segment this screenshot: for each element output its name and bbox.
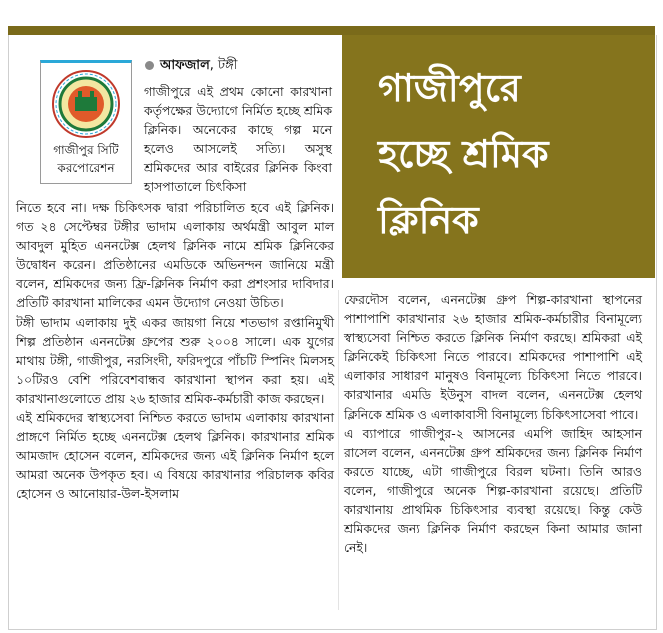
column-divider <box>338 290 339 610</box>
author-name: আফজাল <box>160 58 210 73</box>
logo-caption <box>43 141 129 177</box>
left-column <box>16 198 334 504</box>
headline-box <box>342 35 655 278</box>
gazipur-city-corporation-seal-icon <box>51 69 121 139</box>
paragraph: নিতে হবে না। দক্ষ চিকিৎসক দ্বারা পরিচালিত হবে এই ক্লিনিক। গত ২৪ সেপ্টেম্বর টঙ্গীর ভাদাম এলাকায় অর্থমন্ত্রী আবুল মাল আবদুল মুহিত এননটেক্স হেলথ ক্লিনিক নামে শ্রমিক ক্লিনিকের উদ্বোধন করেন। প্রতিষ্ঠানের এমডিকে অভিনন্দন জানিয়ে মন্ত্রী বলেন, শ্রমিকদের জন্য ফ্রি-ক্লিনিক নির্মাণ করা প্রশংসার দাবিদার। প্রতিটি কারখানা মালিকের এমন উদ্যোগ নেওয়া উচিত। <box>16 200 334 311</box>
paragraph: টঙ্গী ভাদাম এলাকায় দুই একর জায়গা নিয়ে শতভাগ রপ্তানিমুখী শিল্প প্রতিষ্ঠান এননটেক্স গ্রুপের শুরু ২০০৪ সালে। এক যুগের মাথায় টঙ্গী, গাজীপুর, নরসিংদী, ফরিদপুরে পাঁচটি স্পিনিং মিলসহ ১০টিরও বেশি পরিবেশবান্ধব কারখানা স্থাপন করা হয়। এই কারখানাগুলোতে প্রায় ২৬ হাজার শ্রমিক-কর্মচারী কাজ করছেন। <box>16 314 334 406</box>
top-accent-bar <box>8 26 655 35</box>
headline-line3: ক্লিনিক <box>378 198 479 242</box>
headline-line2: হচ্ছে শ্রমিক <box>378 132 549 176</box>
byline <box>145 56 237 77</box>
headline <box>378 55 638 253</box>
article-intro: গাজীপুরে এই প্রথম কোনো কারখানা কর্তৃপক্ষের উদ্যোগে নির্মিত হচ্ছে শ্রমিক ক্লিনিক। অনেকের কাছে গল্প মনে হলেও আসলেই সত্যি। অসুস্থ শ্রমিকদের আর বাইরের ক্লিনিক কিংবা হাসপাতালে চিৎকিসা <box>144 84 332 195</box>
right-column <box>344 290 642 557</box>
logo-caption-line2: করপোরেশন <box>57 161 115 175</box>
city-corporation-logo-box <box>40 60 132 184</box>
paragraph: ফেরদৌস বলেন, এননটেক্স গ্রুপ শিল্প-কারখানা স্থাপনের পাশাপাশি কারখানার ২৬ হাজার শ্রমিক-কর্মচারীর বিনামূল্যে স্বাস্থ্যসেবা নিশ্চিত করতে ক্লিনিক নির্মাণ করছে। শ্রমিকরা এই ক্লিনিকেই চিকিৎসা নিতে পারবে। শ্রমিকদের পাশাপাশি এই এলাকার সাধারণ মানুষও বিনামূল্যে চিকিৎসা নিতে পারবে। কারখানার এমডি ইউনুস বাদল বলেন, এননটেক্স হেলথ ক্লিনিকে শ্রমিক ও এলাকাবাসী বিনামূল্যে চিকিৎসাসেবা পাবে। <box>344 292 642 422</box>
bullet-icon <box>145 61 154 70</box>
headline-line1: গাজীপুরে <box>378 66 521 110</box>
paragraph: এই শ্রমিকদের স্বাস্থ্যসেবা নিশ্চিত করতে ভাদাম এলাকায় কারখানা প্রাঙ্গণে নির্মিত হচ্ছে এননটেক্স হেলথ ক্লিনিক। কারখানার শ্রমিক আমজাদ হোসেন বলেন, শ্রমিকদের জন্য এই ক্লিনিক নির্মাণ হলে আমরা অনেক উপকৃত হব। এ বিষয়ে কারখানার পরিচালক কবির হোসেন ও আনোয়ার-উল-ইসলাম <box>16 410 334 502</box>
byline-place: , টঙ্গী <box>209 58 238 73</box>
logo-caption-line1: গাজীপুর সিটি <box>53 143 119 157</box>
paragraph: এ ব্যাপারে গাজীপুর-২ আসনের এমপি জাহিদ আহসান রাসেল বলেন, এননটেক্স গ্রুপ শ্রমিকদের জন্য ক্লিনিক নির্মাণ করতে যাচ্ছে, এটা গাজীপুরে বিরল ঘটনা। তিনি আরও বলেন, গাজীপুরে অনেক শিল্প-কারখানা রয়েছে। প্রতিটি কারখানায় প্রাথমিক চিকিৎসার ব্যবস্থা রয়েছে। কিন্তু কেউ শ্রমিকদের জন্য ক্লিনিক নির্মাণ করছেন কিনা আমার জানা নেই। <box>344 425 642 556</box>
